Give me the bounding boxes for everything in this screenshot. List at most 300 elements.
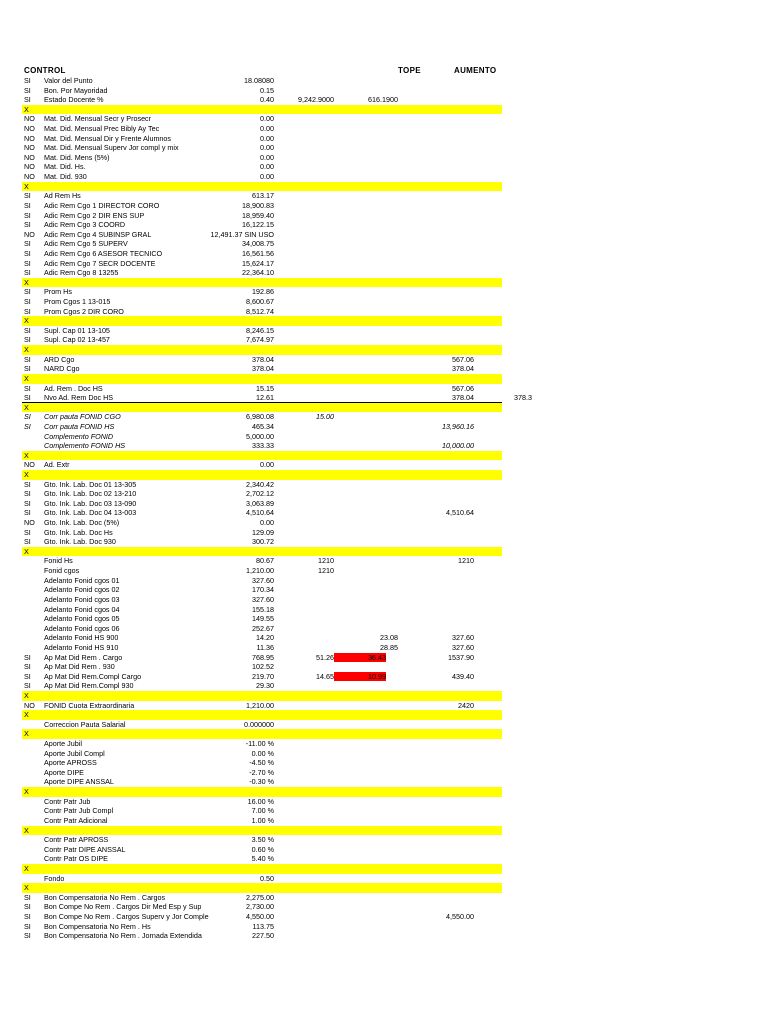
separator-row[interactable] xyxy=(22,710,502,720)
flag-cell: SI xyxy=(24,479,31,489)
tope-cell: 567.06 xyxy=(452,383,474,393)
flag-cell: SI xyxy=(24,902,31,912)
table-row[interactable] xyxy=(22,672,502,682)
flag-cell: NO xyxy=(24,133,35,143)
value-cell: 613.17 xyxy=(252,191,274,201)
separator-row[interactable] xyxy=(22,105,502,115)
concept-cell: Corr pauta FONID HS xyxy=(44,421,115,431)
separator-marker: X xyxy=(24,402,29,412)
flag-cell: SI xyxy=(24,200,31,210)
concept-cell: Adelanto Fonid HS 910 xyxy=(44,642,119,652)
concept-cell: Contr Patr DIPE ANSSAL xyxy=(44,844,126,854)
separator-row[interactable] xyxy=(22,316,502,326)
flag-cell: SI xyxy=(24,537,31,547)
value-cell: 2,275.00 xyxy=(246,892,274,902)
flag-cell: SI xyxy=(24,412,31,422)
concept-cell: Contr Patr APROSS xyxy=(44,835,109,845)
separator-marker: X xyxy=(24,373,29,383)
concept-cell: Contr Patr Jub xyxy=(44,796,91,806)
table-row[interactable] xyxy=(22,720,502,730)
table-row[interactable] xyxy=(22,460,502,470)
value-cell: 327.60 xyxy=(252,594,274,604)
extra-value-cell: 28.85 xyxy=(380,642,398,652)
separator-marker: X xyxy=(24,825,29,835)
value-cell: 333.33 xyxy=(252,441,274,451)
flag-cell: SI xyxy=(24,912,31,922)
tope-cell: 1210 xyxy=(458,556,474,566)
separator-row[interactable] xyxy=(22,864,502,874)
separator-row[interactable] xyxy=(22,787,502,797)
value-cell: 5.40 % xyxy=(251,854,274,864)
extra-value-cell: 23.08 xyxy=(380,633,398,643)
concept-cell: Estado Docente % xyxy=(44,95,104,105)
flag-cell: NO xyxy=(24,114,35,124)
separator-marker: X xyxy=(24,883,29,893)
value-cell: 0.00 xyxy=(260,114,274,124)
concept-cell: Mat. Did. Mensual Secr y Prosecr xyxy=(44,114,152,124)
flag-cell: SI xyxy=(24,220,31,230)
value-cell: 327.60 xyxy=(252,575,274,585)
table-row[interactable] xyxy=(22,259,502,269)
concept-cell: Adic Rem Cgo 2 DIR ENS SUP xyxy=(44,210,145,220)
table-row[interactable] xyxy=(22,230,502,240)
table-row[interactable] xyxy=(22,134,502,144)
value-cell: 18.08080 xyxy=(244,76,274,85)
concept-cell: Adelanto Fonid cgos 02 xyxy=(44,585,120,595)
concept-cell: Adelanto Fonid HS 900 xyxy=(44,633,119,643)
value-cell: 378.04 xyxy=(252,364,274,374)
table-row[interactable] xyxy=(22,172,502,182)
value-cell: 18,900.83 xyxy=(242,200,274,210)
value-cell: 18,959.40 xyxy=(242,210,274,220)
table-row[interactable] xyxy=(22,768,502,778)
value-cell: 0.15 xyxy=(260,85,274,95)
flag-cell: NO xyxy=(24,460,35,470)
value-cell: 80.67 xyxy=(256,556,274,566)
value-cell: 0.00 xyxy=(260,162,274,172)
separator-row[interactable] xyxy=(22,883,502,893)
separator-row[interactable] xyxy=(22,345,502,355)
table-row[interactable] xyxy=(22,239,502,249)
table-row[interactable] xyxy=(22,191,502,201)
concept-cell: Adelanto Fonid cgos 05 xyxy=(44,614,120,624)
value-cell: 8,600.67 xyxy=(246,297,274,307)
concept-cell: Aporte DIPE xyxy=(44,767,84,777)
value-cell: 16,122.15 xyxy=(242,220,274,230)
value-cell: 3,063.89 xyxy=(246,498,274,508)
value-cell: -11.00 % xyxy=(245,739,274,749)
table-row[interactable] xyxy=(22,249,502,259)
concept-cell: Gto. Ink. Lab. Doc 03 13-090 xyxy=(44,498,137,508)
separator-marker: X xyxy=(24,469,29,479)
table-row[interactable] xyxy=(22,797,502,807)
flag-cell: SI xyxy=(24,95,31,105)
tope-cell: 10,000.00 xyxy=(442,441,474,451)
table-row[interactable] xyxy=(22,816,502,826)
table-row[interactable] xyxy=(22,422,502,432)
value-cell: 0.50 xyxy=(260,873,274,883)
extra-value-cell: 51.26 xyxy=(316,652,334,662)
table-row[interactable] xyxy=(22,605,502,615)
concept-cell: FONID Cuota Extraordinaria xyxy=(44,700,135,710)
flag-cell: SI xyxy=(24,287,31,297)
table-row[interactable] xyxy=(22,662,502,672)
concept-cell: Gto. Ink. Lab. Doc 04 13-003 xyxy=(44,508,137,518)
concept-cell: Adic Rem Cgo 8 13255 xyxy=(44,268,119,278)
flag-cell: SI xyxy=(24,76,31,85)
value-cell: 0.00 xyxy=(260,133,274,143)
concept-cell: Fonid Hs xyxy=(44,556,73,566)
flag-cell: NO xyxy=(24,124,35,134)
concept-cell: Ad. Rem . Doc HS xyxy=(44,383,103,393)
concept-cell: Bon Compe No Rem . Cargos Dir Med Esp y Sup xyxy=(44,902,202,912)
flag-cell: SI xyxy=(24,210,31,220)
value-cell: 0.00 xyxy=(260,152,274,162)
concept-cell: Ap Mat Did Rem . 930 xyxy=(44,662,115,672)
concept-cell: Gto. Ink. Lab. Doc 930 xyxy=(44,537,116,547)
table-row[interactable] xyxy=(22,335,502,345)
separator-marker: X xyxy=(24,787,29,797)
concept-cell: NARD Cgo xyxy=(44,364,80,374)
table-row[interactable] xyxy=(22,701,502,711)
flag-cell: SI xyxy=(24,681,31,691)
value-cell: 0.00 xyxy=(260,518,274,528)
concept-cell: Complemento FONID xyxy=(44,431,114,441)
concept-cell: Correccion Pauta Salarial xyxy=(44,719,126,729)
tope-cell: 439.40 xyxy=(452,671,474,681)
value-cell: 8,246.15 xyxy=(246,325,274,335)
separator-marker: X xyxy=(24,104,29,114)
table-row[interactable] xyxy=(22,749,502,759)
concept-cell: Adelanto Fonid cgos 01 xyxy=(44,575,120,585)
flag-cell: NO xyxy=(24,229,35,239)
table-row[interactable] xyxy=(22,480,502,490)
flag-cell: SI xyxy=(24,662,31,672)
table-row[interactable] xyxy=(22,384,502,394)
value-cell: 3.50 % xyxy=(251,835,274,845)
table-row[interactable] xyxy=(22,874,502,884)
table-row[interactable] xyxy=(22,556,502,566)
value-cell: -2.70 % xyxy=(249,767,274,777)
concept-cell: Fonid cgos xyxy=(44,566,80,576)
flag-cell: NO xyxy=(24,700,35,710)
flag-cell: SI xyxy=(24,85,31,95)
value-cell: -0.30 % xyxy=(249,777,274,787)
value-cell: 22,364.10 xyxy=(242,268,274,278)
sheet-header xyxy=(22,66,502,76)
value-cell: 7.00 % xyxy=(251,806,274,816)
flag-cell: SI xyxy=(24,393,31,403)
concept-cell: Ap Mat Did Rem . Cargo xyxy=(44,652,123,662)
flag-cell: SI xyxy=(24,335,31,345)
flag-cell: SI xyxy=(24,325,31,335)
table-row[interactable] xyxy=(22,585,502,595)
table-row[interactable] xyxy=(22,412,502,422)
concept-cell: Fondo xyxy=(44,873,65,883)
table-row[interactable] xyxy=(22,86,502,96)
concept-cell: Mat. Did. Mensual Prec Bibly Ay Tec xyxy=(44,124,160,134)
concept-cell: Adic Rem Cgo 5 SUPERV xyxy=(44,239,128,249)
concept-cell: Prom Cgos 1 13-015 xyxy=(44,297,111,307)
tope-cell: 378.04 xyxy=(452,364,474,374)
table-row[interactable] xyxy=(22,76,502,86)
value-cell: 4,510.64 xyxy=(246,508,274,518)
concept-cell: Prom Cgos 2 DIR CORO xyxy=(44,306,124,316)
control-header: CONTROL xyxy=(24,66,66,75)
concept-cell: Mat. Did. Mens (5%) xyxy=(44,152,110,162)
flag-cell: NO xyxy=(24,143,35,153)
value-cell: 300.72 xyxy=(252,537,274,547)
extra-value-cell: 616.1900 xyxy=(368,95,398,105)
table-row[interactable] xyxy=(22,499,502,509)
highlighted-cell: 36.43 xyxy=(334,653,386,663)
table-row[interactable] xyxy=(22,893,502,903)
concept-cell: Adelanto Fonid cgos 03 xyxy=(44,594,120,604)
concept-cell: Ad. Extr xyxy=(44,460,70,470)
flag-cell: SI xyxy=(24,421,31,431)
separator-marker: X xyxy=(24,546,29,556)
value-cell: 11.36 xyxy=(256,642,274,652)
flag-cell: SI xyxy=(24,921,31,931)
table-row[interactable] xyxy=(22,114,502,124)
value-cell: 129.09 xyxy=(252,527,274,537)
concept-cell: Complemento FONID HS xyxy=(44,441,126,451)
value-cell: 7,674.97 xyxy=(246,335,274,345)
table-row[interactable] xyxy=(22,489,502,499)
concept-cell: Contr Patr OS DIPE xyxy=(44,854,108,864)
flag-cell: SI xyxy=(24,268,31,278)
value-cell: 0.00 % xyxy=(251,748,274,758)
table-row[interactable] xyxy=(22,95,502,105)
separator-row[interactable] xyxy=(22,547,502,557)
flag-cell: NO xyxy=(24,162,35,172)
aumento-header: AUMENTO xyxy=(454,66,497,75)
value-cell: 29.30 xyxy=(256,681,274,691)
table-row[interactable] xyxy=(22,297,502,307)
table-row[interactable] xyxy=(22,902,502,912)
value-cell: 219.70 xyxy=(252,671,274,681)
concept-cell: Supl. Cap 01 13-105 xyxy=(44,325,110,335)
tope-cell: 378.04 xyxy=(452,393,474,403)
value-cell: 1.00 % xyxy=(251,815,274,825)
concept-cell: Gto. Ink. Lab. Doc Hs xyxy=(44,527,113,537)
table-row[interactable] xyxy=(22,307,502,317)
table-row[interactable] xyxy=(22,393,532,403)
value-cell: 2,702.12 xyxy=(246,489,274,499)
value-cell: 15,624.17 xyxy=(242,258,274,268)
table-row[interactable] xyxy=(22,364,502,374)
table-row[interactable] xyxy=(22,739,502,749)
value-cell: 0.00 xyxy=(260,143,274,153)
concept-cell: Adelanto Fonid cgos 06 xyxy=(44,623,120,633)
table-row[interactable] xyxy=(22,518,502,528)
tope-cell: 567.06 xyxy=(452,354,474,364)
flag-cell: SI xyxy=(24,527,31,537)
value-cell: 4,550.00 xyxy=(246,912,274,922)
concept-cell: Gto. Ink. Lab. Doc 01 13-305 xyxy=(44,479,137,489)
flag-cell: SI xyxy=(24,489,31,499)
table-row[interactable] xyxy=(22,681,502,691)
value-cell: 0.00 xyxy=(260,460,274,470)
separator-marker: X xyxy=(24,181,29,191)
table-row[interactable] xyxy=(22,614,502,624)
table-row[interactable] xyxy=(22,508,502,518)
concept-cell: Bon Compensatoria No Rem . Jornada Extendida xyxy=(44,931,202,941)
flag-cell: SI xyxy=(24,383,31,393)
separator-row[interactable] xyxy=(22,729,502,739)
value-cell: 149.55 xyxy=(252,614,274,624)
flag-cell: SI xyxy=(24,297,31,307)
tope-cell: 13,960.16 xyxy=(442,421,474,431)
table-row[interactable] xyxy=(22,537,502,547)
flag-cell: SI xyxy=(24,354,31,364)
concept-cell: Ap Mat Did Rem.Compl 930 xyxy=(44,681,134,691)
separator-row[interactable] xyxy=(22,451,502,461)
separator-row[interactable] xyxy=(22,182,502,192)
separator-marker: X xyxy=(24,316,29,326)
tope-cell: 327.60 xyxy=(452,642,474,652)
concept-cell: Bon Compe No Rem . Cargos Superv y Jor Comple xyxy=(44,912,209,922)
table-row[interactable] xyxy=(22,326,502,336)
table-row[interactable] xyxy=(22,143,502,153)
value-cell: 6,980.08 xyxy=(246,412,274,422)
concept-cell: Bon. Por Mayoridad xyxy=(44,85,108,95)
aumento-cell: 378.3 xyxy=(514,393,532,403)
concept-cell: Gto. Ink. Lab. Doc (5%) xyxy=(44,518,120,528)
concept-cell: Adic Rem Cgo 3 COORD xyxy=(44,220,126,230)
value-cell: 14.20 xyxy=(256,633,274,643)
flag-cell: SI xyxy=(24,258,31,268)
tope-cell: 327.60 xyxy=(452,633,474,643)
table-row[interactable] xyxy=(22,268,502,278)
table-row[interactable] xyxy=(22,201,502,211)
flag-cell: SI xyxy=(24,191,31,201)
flag-cell: SI xyxy=(24,508,31,518)
separator-row[interactable] xyxy=(22,470,502,480)
tope-cell: 4,550.00 xyxy=(446,912,474,922)
concept-cell: ARD Cgo xyxy=(44,354,75,364)
table-row[interactable] xyxy=(22,153,502,163)
flag-cell: SI xyxy=(24,364,31,374)
table-row[interactable] xyxy=(22,220,502,230)
extra-value-cell: 9,242.9000 xyxy=(298,95,334,105)
table-row[interactable] xyxy=(22,124,502,134)
flag-cell: SI xyxy=(24,306,31,316)
separator-row[interactable] xyxy=(22,826,502,836)
table-row[interactable] xyxy=(22,912,502,922)
table-row[interactable] xyxy=(22,931,502,941)
concept-cell: Supl. Cap 02 13-457 xyxy=(44,335,110,345)
concept-cell: Aporte DIPE ANSSAL xyxy=(44,777,114,787)
table-row[interactable] xyxy=(22,854,502,864)
separator-marker: X xyxy=(24,450,29,460)
value-cell: 170.34 xyxy=(252,585,274,595)
value-cell: 2,730.00 xyxy=(246,902,274,912)
separator-row[interactable] xyxy=(22,691,502,701)
concept-cell: Adelanto Fonid cgos 04 xyxy=(44,604,120,614)
flag-cell: NO xyxy=(24,152,35,162)
table-row[interactable] xyxy=(22,566,502,576)
value-cell: 192.86 xyxy=(252,287,274,297)
extra-value-cell: 1210 xyxy=(318,556,334,566)
separator-marker: X xyxy=(24,729,29,739)
separator-marker: X xyxy=(24,345,29,355)
value-cell: 0.60 % xyxy=(251,844,274,854)
concept-cell: Aporte Jubil xyxy=(44,739,82,749)
table-row[interactable] xyxy=(22,576,502,586)
table-row[interactable] xyxy=(22,643,502,653)
concept-cell: Valor del Punto xyxy=(44,76,93,85)
value-cell: 8,512.74 xyxy=(246,306,274,316)
value-cell: 16.00 % xyxy=(247,796,274,806)
tope-cell: 2420 xyxy=(458,700,474,710)
concept-cell: Aporte APROSS xyxy=(44,758,97,768)
separator-row[interactable] xyxy=(22,374,502,384)
separator-row[interactable] xyxy=(22,403,502,413)
flag-cell: SI xyxy=(24,248,31,258)
value-cell: 12,491.37 SIN USO xyxy=(210,229,274,239)
separator-row[interactable] xyxy=(22,278,502,288)
concept-cell: Bon Compensatoria No Rem . Hs xyxy=(44,921,151,931)
table-row[interactable] xyxy=(22,211,502,221)
tope-cell: 1537.90 xyxy=(448,652,474,662)
separator-marker: X xyxy=(24,691,29,700)
value-cell: 252.67 xyxy=(252,623,274,633)
table-row[interactable] xyxy=(22,432,502,442)
concept-cell: Mat. Did. Mensual Dir y Frente Alumnos xyxy=(44,133,172,143)
concept-cell: Corr pauta FONID CGO xyxy=(44,412,121,422)
table-row[interactable] xyxy=(22,162,502,172)
table-row[interactable] xyxy=(22,355,502,365)
tope-cell: 4,510.64 xyxy=(446,508,474,518)
flag-cell: SI xyxy=(24,498,31,508)
concept-cell: Adic Rem Cgo 4 SUBINSP GRAL xyxy=(44,229,152,239)
table-row[interactable] xyxy=(22,922,502,932)
table-row[interactable] xyxy=(22,528,502,538)
value-cell: 155.18 xyxy=(252,604,274,614)
extra-value-cell: 14.65 xyxy=(316,671,334,681)
table-row[interactable] xyxy=(22,624,502,634)
table-row[interactable] xyxy=(22,758,502,768)
table-row[interactable] xyxy=(22,595,502,605)
value-cell: 15.15 xyxy=(256,383,274,393)
concept-cell: Contr Patr Adicional xyxy=(44,815,108,825)
value-cell: 1,210.00 xyxy=(246,566,274,576)
highlighted-cell: 10.99 xyxy=(334,672,386,682)
value-cell: 1,210.00 xyxy=(246,700,274,710)
concept-cell: Mat. Did. Mensual Superv Jor compl y mix xyxy=(44,143,179,153)
flag-cell: SI xyxy=(24,931,31,941)
extra-value-cell: 1210 xyxy=(318,566,334,576)
table-row[interactable] xyxy=(22,633,502,643)
value-cell: 768.95 xyxy=(252,652,274,662)
value-cell: 0.00 xyxy=(260,172,274,182)
table-row[interactable] xyxy=(22,845,502,855)
table-row[interactable] xyxy=(22,806,502,816)
value-cell: 0.000000 xyxy=(244,719,274,729)
table-row[interactable] xyxy=(22,835,502,845)
table-row[interactable] xyxy=(22,287,502,297)
concept-cell: Contr Patr Jub Compl xyxy=(44,806,114,816)
table-row[interactable] xyxy=(22,653,502,663)
value-cell: -4.50 % xyxy=(249,758,274,768)
flag-cell: SI xyxy=(24,652,31,662)
tope-header: TOPE xyxy=(398,66,421,75)
table-row[interactable] xyxy=(22,441,502,451)
extra-value-cell: 15.00 xyxy=(316,412,334,422)
flag-cell: SI xyxy=(24,671,31,681)
table-row[interactable] xyxy=(22,777,502,787)
